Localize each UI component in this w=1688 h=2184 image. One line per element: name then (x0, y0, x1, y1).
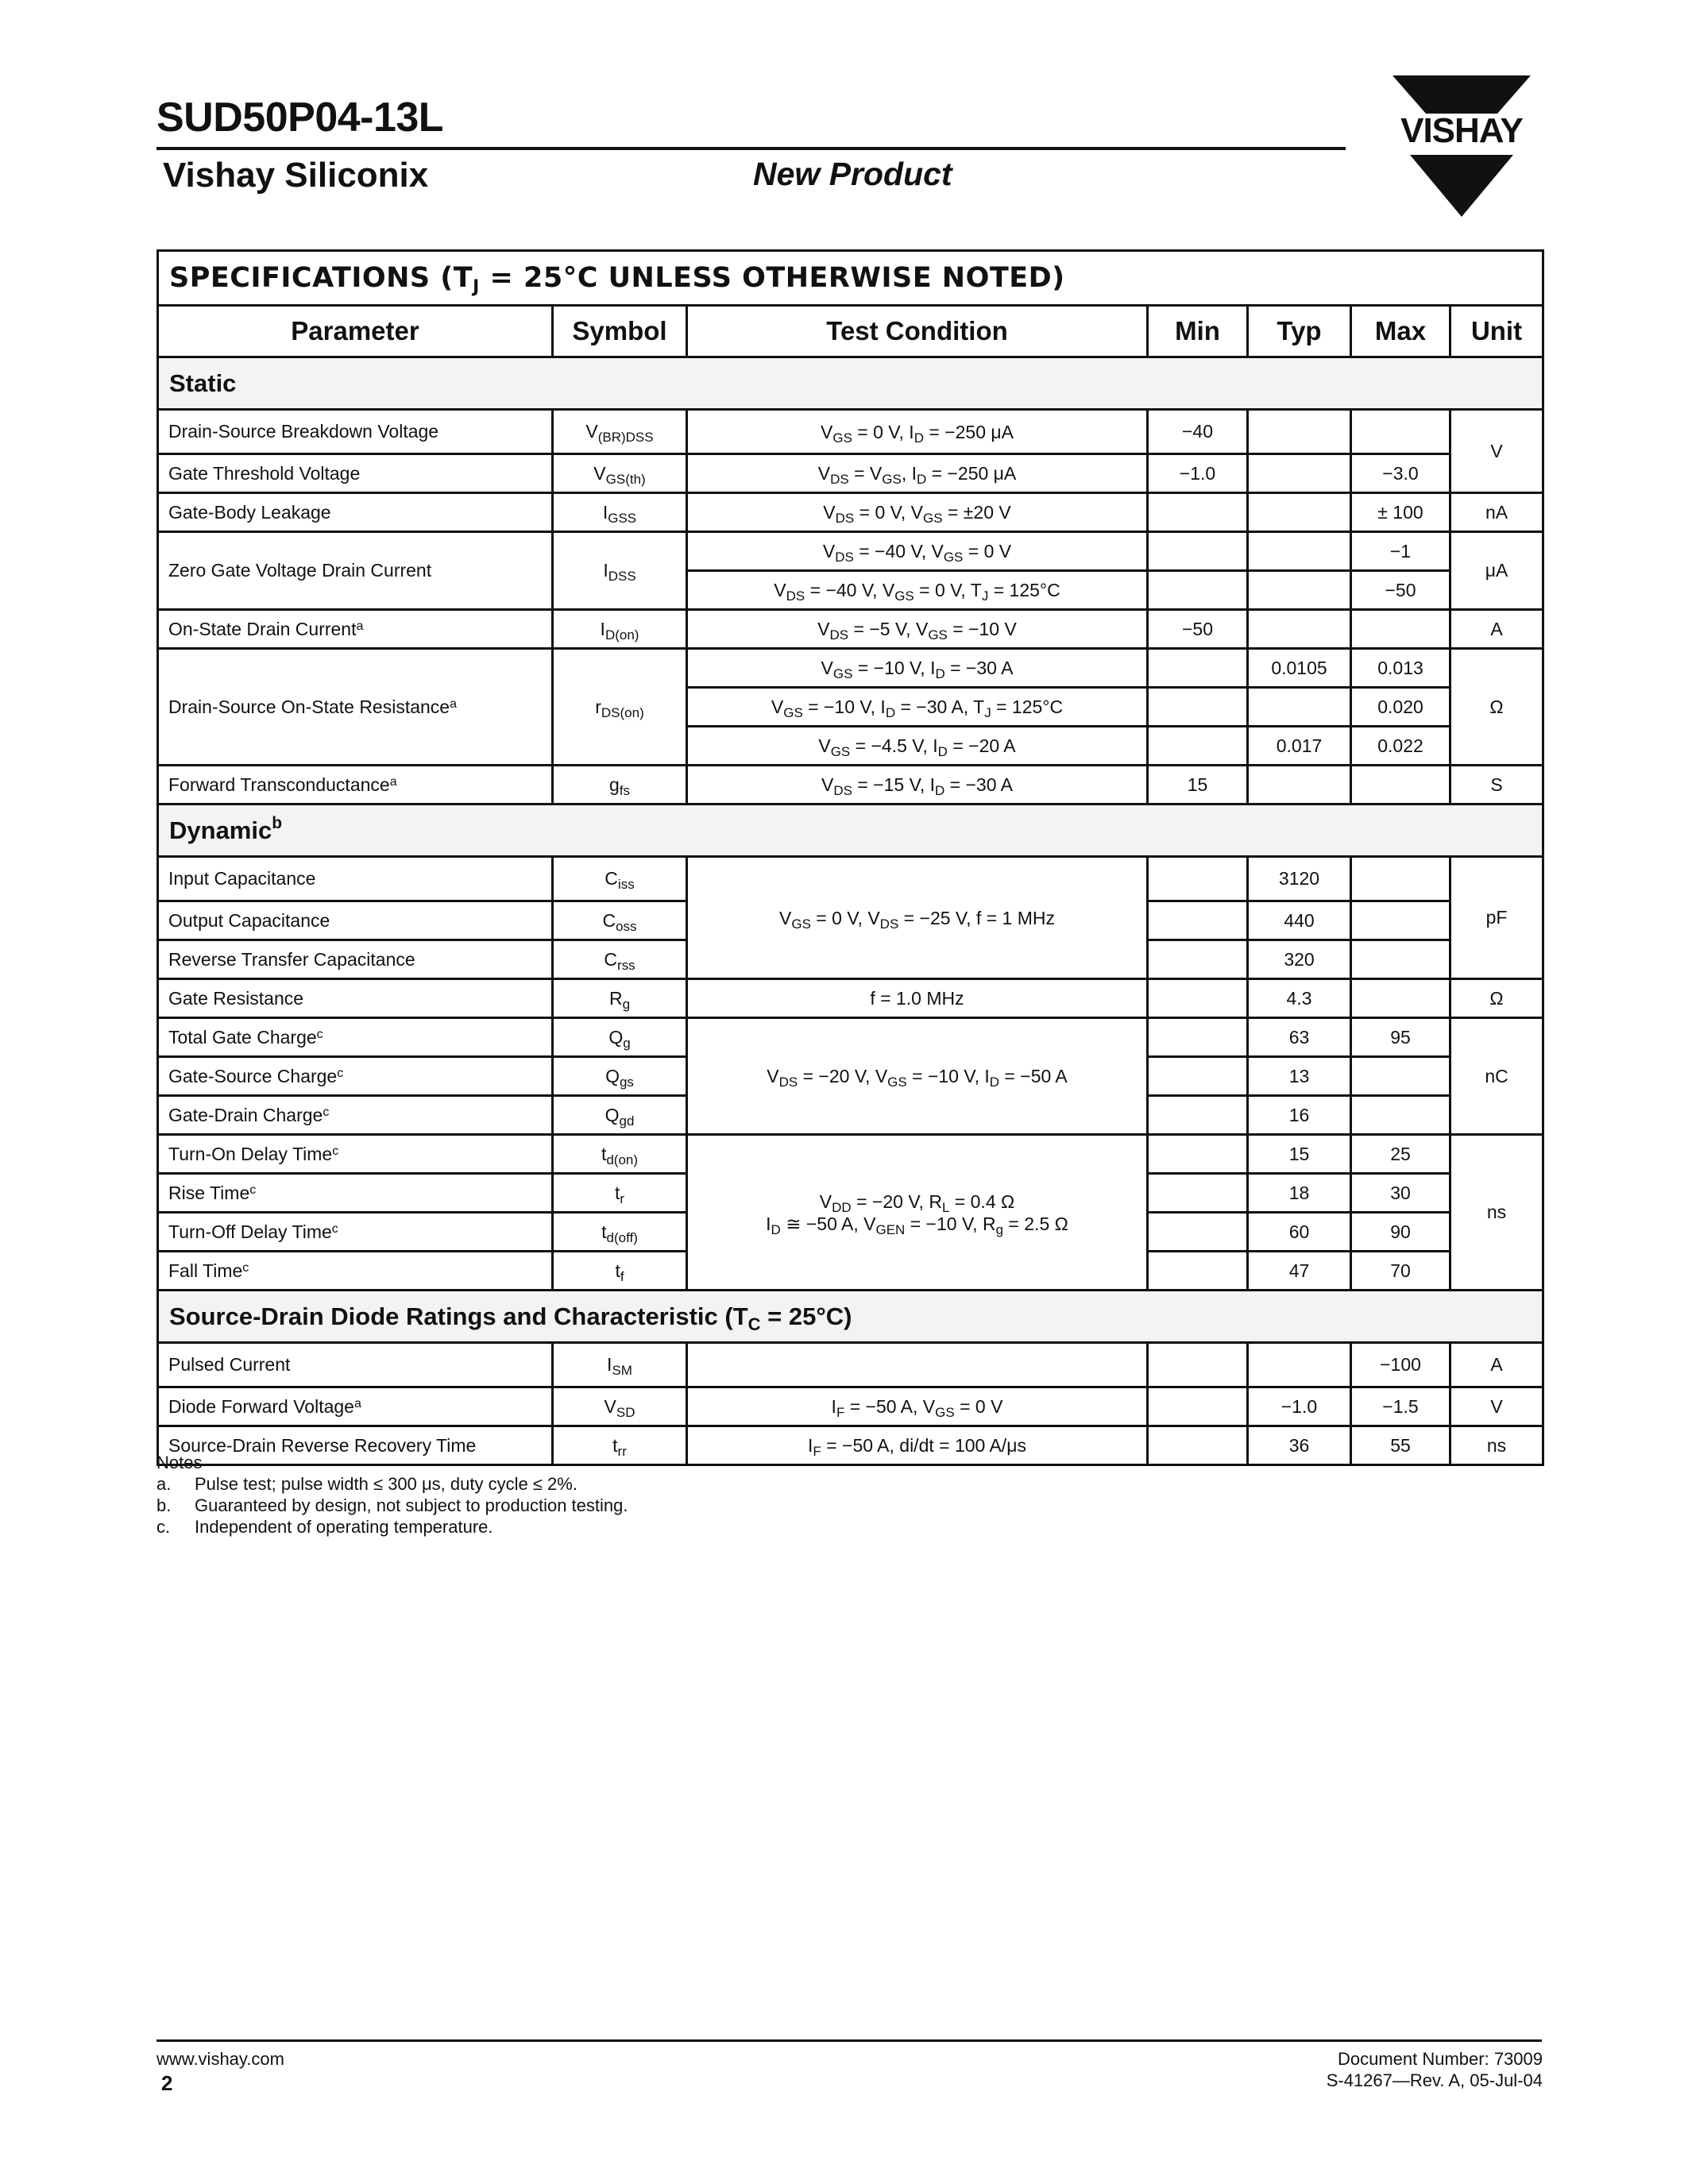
section-diode: Source-Drain Diode Ratings and Characteristic $(T_C = 25^\circ C)$ (158, 1291, 1543, 1343)
header-rule (156, 147, 1346, 150)
table-row: Total Gate Charge$^c$ $Q_g$ $V_{DS} = -20$ V, $V_{GS} = -10$ V, $I_D = -50$ A 63 95 nC (158, 1018, 1543, 1057)
part-number: SUD50P04-13L (156, 95, 444, 141)
note-item: a. Pulse test; pulse width ≤ 300 μs, duty cycle ≤ 2%. (156, 1474, 577, 1494)
table-row: Pulsed Current $I_{SM}$ −100 A (158, 1343, 1543, 1387)
col-typ: Typ (1248, 306, 1351, 357)
page-number: 2 (161, 2071, 173, 2095)
revision-info: S-41267—Rev. A, 05-Jul-04 (1326, 2070, 1543, 2090)
new-product-tag: New Product (753, 156, 952, 192)
section-dynamic: Dynamic$^b$ (158, 805, 1543, 857)
col-min: Min (1148, 306, 1248, 357)
vishay-logo (1378, 75, 1545, 218)
col-unit: Unit (1450, 306, 1543, 357)
table-row: Turn-On Delay Time$^c$ $t_{d(on)}$ $V_{DD} = -20$ V, $R_L = 0.4$ Ω $I_D$ ≅ −50 A, $V_{GEN} = -10$ V, $R_g = 2.5$ Ω 15 25 ns (158, 1135, 1543, 1174)
table-row: On-State Drain Current$^a$ $I_{D(on)}$ $V_{DS} = -5$ V, $V_{GS} = -10$ V −50 A (158, 610, 1543, 649)
document-number: Document Number: 73009 (1337, 2049, 1543, 2069)
company-name: Vishay Siliconix (163, 156, 429, 195)
logo-text: VISHAY (1400, 111, 1523, 150)
table-row: Gate Resistance $R_g$ f = 1.0 MHz 4.3 Ω (158, 979, 1543, 1018)
table-row: $V_{GS} = -10$ V, $I_D = -30$ A, $T_J = 125^\circ C$ 0.020 (158, 688, 1543, 727)
table-row: Forward Transconductance$^a$ $g_{fs}$ $V_{DS} = -15$ V, $I_D = -30$ A 15 S (158, 766, 1543, 805)
col-parameter: Parameter (158, 306, 553, 357)
table-row: Output Capacitance $C_{oss}$ 440 (158, 901, 1543, 940)
table-row: Drain-Source Breakdown Voltage $V_{(BR)DSS}$ $V_{GS} = 0$ V, $I_D = -250$ μA −40 V (158, 410, 1543, 454)
note-item: c. Independent of operating temperature. (156, 1517, 493, 1537)
col-test-condition: Test Condition (687, 306, 1148, 357)
table-row: Diode Forward Voltage$^a$ $V_{SD}$ $I_F = -50$ A, $V_{GS} = 0$ V −1.0 −1.5 V (158, 1387, 1543, 1426)
table-row: $V_{GS} = -4.5$ V, $I_D = -20$ A 0.017 0.022 (158, 727, 1543, 766)
table-title: SPECIFICATIONS ($T_J = 25^\circ C$ UNLESS OTHERWISE NOTED) (158, 251, 1543, 306)
table-row: Turn-Off Delay Time$^c$ $t_{d(off)}$ 60 90 (158, 1213, 1543, 1252)
section-static: Static (158, 357, 1543, 410)
table-row: Fall Time$^c$ $t_f$ 47 70 (158, 1252, 1543, 1291)
table-row: Gate-Source Charge$^c$ $Q_{gs}$ 13 (158, 1057, 1543, 1096)
specifications-table (156, 249, 1544, 1466)
table-row: Gate-Drain Charge$^c$ $Q_{gd}$ 16 (158, 1096, 1543, 1135)
table-row: $V_{DS} = -40$ V, $V_{GS} = 0$ V, $T_J = 125^\circ C$ −50 (158, 571, 1543, 610)
table-row: Zero Gate Voltage Drain Current $I_{DSS}$ $V_{DS} = -40$ V, $V_{GS} = 0$ V −1 μA (158, 532, 1543, 571)
column-header-row (158, 306, 1543, 357)
notes (156, 1452, 628, 1538)
col-symbol: Symbol (553, 306, 687, 357)
table-row: Reverse Transfer Capacitance $C_{rss}$ 320 (158, 940, 1543, 979)
note-item: b. Guaranteed by design, not subject to production testing. (156, 1495, 628, 1515)
footer-website[interactable]: www.vishay.com (156, 2049, 284, 2069)
table-row: Rise Time$^c$ $t_r$ 18 30 (158, 1174, 1543, 1213)
table-row: Gate-Body Leakage $I_{GSS}$ $V_{DS} = 0$ V, $V_{GS} = \pm 20$ V ± 100 nA (158, 493, 1543, 532)
table-row: Drain-Source On-State Resistance$^a$ $r_{DS(on)}$ $V_{GS} = -10$ V, $I_D = -30$ A 0.0105 0.013 Ω (158, 649, 1543, 688)
notes-heading: Notes (156, 1453, 203, 1472)
table-row: Gate Threshold Voltage $V_{GS(th)}$ $V_{DS} = V_{GS}$, $I_D = -250$ μA −1.0 −3.0 (158, 454, 1543, 493)
footer-rule (156, 2039, 1542, 2042)
table-row: Input Capacitance $C_{iss}$ $V_{GS} = 0$ V, $V_{DS} = -25$ V, f = 1 MHz 3120 pF (158, 857, 1543, 901)
table-row: Source-Drain Reverse Recovery Time $t_{rr}$ $I_F = -50$ A, di/dt = 100 A/μs 36 55 ns (158, 1426, 1543, 1465)
col-max: Max (1351, 306, 1450, 357)
